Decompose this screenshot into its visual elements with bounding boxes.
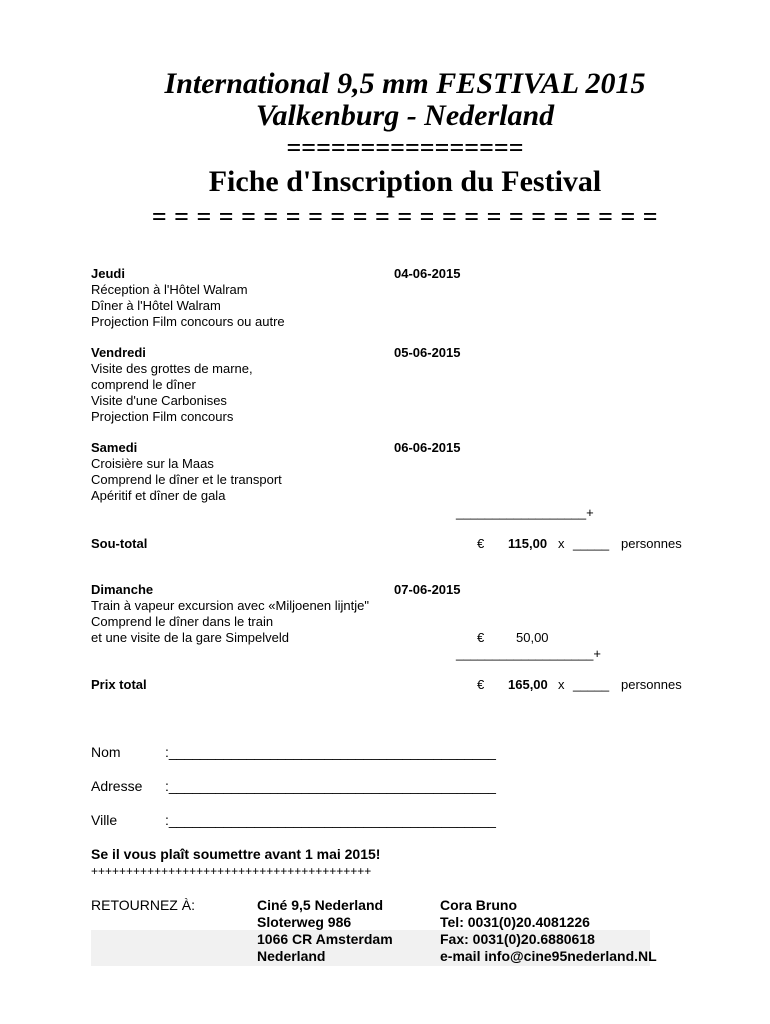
day-block-dimanche	[91, 582, 369, 646]
day-name: Samedi	[91, 440, 138, 455]
subtotal-persons-blank: _____	[573, 536, 610, 551]
dimanche-amount: 50,00	[516, 630, 549, 645]
nom-label: Nom	[91, 744, 121, 760]
subtotal-amount: 115,00	[508, 536, 548, 551]
nom-line[interactable]: :__________________________________________	[165, 744, 496, 760]
subtotal-multiplier: x	[558, 536, 565, 551]
total-persons-blank: _____	[573, 677, 610, 692]
subtotal-currency: €	[477, 536, 485, 551]
subtotal-label: Sou-total	[91, 536, 148, 551]
day-block-jeudi	[91, 266, 285, 330]
dimanche-currency: €	[477, 630, 485, 645]
header	[0, 68, 770, 200]
contact-fax: Fax: 0031(0)20.6880618	[440, 931, 595, 947]
program-line: Visite des grottes de marne,	[91, 361, 253, 376]
contact-phone: Tel: 0031(0)20.4081226	[440, 914, 590, 930]
program-line: Projection Film concours	[91, 409, 234, 424]
program-line: Apéritif et dîner de gala	[91, 488, 226, 503]
adresse-field[interactable]	[91, 777, 496, 795]
day-name: Dimanche	[91, 582, 154, 597]
organisation-address	[257, 897, 393, 965]
program-line: Dîner à l'Hôtel Walram	[91, 298, 221, 313]
program-line: Comprend le dîner dans le train	[91, 614, 274, 629]
ville-line[interactable]: :__________________________________________	[165, 812, 496, 828]
plus-divider: ++++++++++++++++++++++++++++++++++++++++	[91, 864, 372, 878]
form-title: Fiche d'Inscription du Festival	[208, 165, 602, 198]
address-line: Nederland	[257, 948, 326, 964]
program-line: Train à vapeur excursion avec «Miljoenen lijntje"	[91, 598, 369, 613]
day-name: Vendredi	[91, 345, 146, 360]
subtotal-rule: __________________+	[456, 505, 594, 520]
festival-location: Valkenburg - Nederland	[255, 99, 555, 132]
ville-label: Ville	[91, 812, 118, 828]
program-line: Réception à l'Hôtel Walram	[91, 282, 248, 297]
program-line: Projection Film concours ou autre	[91, 314, 285, 329]
contact-details	[440, 897, 657, 965]
day-date-vendredi: 05-06-2015	[394, 345, 461, 360]
total-amount: 165,00	[508, 677, 548, 692]
program-line: Comprend le dîner et le transport	[91, 472, 282, 487]
total-currency: €	[477, 677, 485, 692]
adresse-label: Adresse	[91, 778, 143, 794]
day-name: Jeudi	[91, 266, 125, 281]
day-date-jeudi: 04-06-2015	[394, 266, 461, 281]
total-unit: personnes	[621, 677, 682, 692]
program-line: et une visite de la gare Simpelveld	[91, 630, 290, 645]
ville-field[interactable]	[91, 811, 496, 829]
program-line: Visite d'une Carbonises	[91, 393, 227, 408]
contact-name: Cora Bruno	[440, 897, 517, 913]
deadline-notice: Se il vous plaît soumettre avant 1 mai 2015!	[91, 846, 381, 862]
total-label: Prix total	[91, 677, 147, 692]
contact-email[interactable]: e-mail info@cine95nederland.NL	[440, 948, 657, 964]
festival-title: International 9,5 mm FESTIVAL 2015	[164, 67, 646, 100]
total-rule: ___________________+	[456, 646, 601, 661]
adresse-line[interactable]: :__________________________________________	[165, 778, 496, 794]
day-block-vendredi	[91, 345, 253, 425]
total-multiplier: x	[558, 677, 565, 692]
subtotal-unit: personnes	[621, 536, 682, 551]
divider-long: = = = = = = = = = = = = = = = = = = = = = = =	[151, 202, 659, 231]
address-line: 1066 CR Amsterdam	[257, 931, 393, 947]
day-date-samedi: 06-06-2015	[394, 440, 461, 455]
divider-short: ================	[286, 133, 524, 162]
return-label: RETOURNEZ À:	[91, 897, 195, 913]
day-date-dimanche: 07-06-2015	[394, 582, 461, 597]
program-line: comprend le dîner	[91, 377, 196, 392]
address-line: Ciné 9,5 Nederland	[257, 897, 384, 913]
address-line: Sloterweg 986	[257, 914, 352, 930]
program-line: Croisière sur la Maas	[91, 456, 214, 471]
day-block-samedi	[91, 440, 282, 504]
nom-field[interactable]	[91, 743, 496, 761]
